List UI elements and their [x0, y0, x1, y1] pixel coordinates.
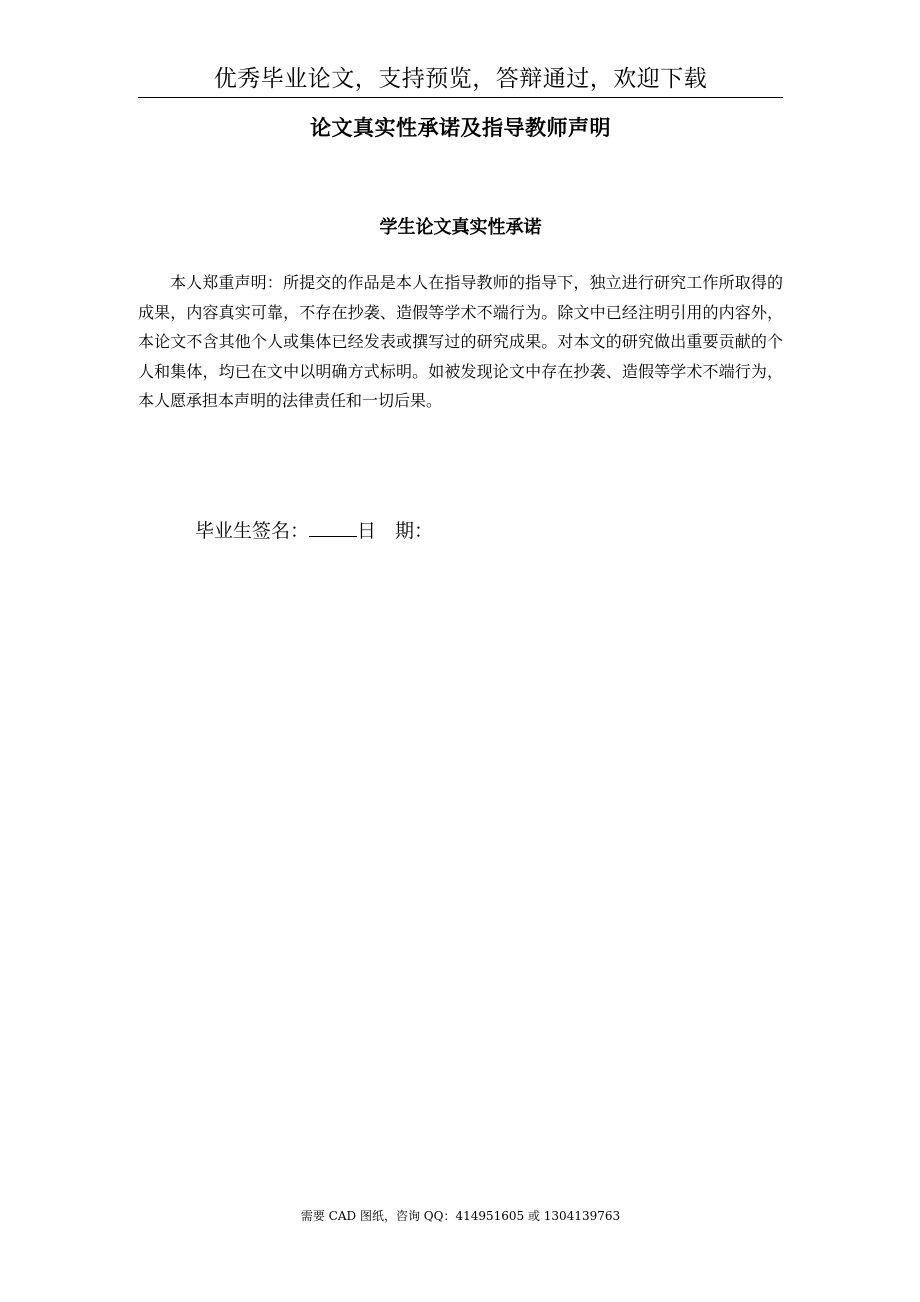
date-label: 日 期：	[357, 520, 434, 542]
document-title: 论文真实性承诺及指导教师声明	[310, 116, 611, 140]
signature-line	[195, 516, 433, 546]
footer-note: 需要 CAD 图纸，咨询 QQ：414951605 或 1304139763	[300, 1209, 621, 1223]
header-divider	[138, 97, 783, 98]
signature-label: 毕业生签名：	[195, 520, 310, 542]
header-banner: 优秀毕业论文，支持预览，答辩通过，欢迎下载	[213, 66, 708, 92]
section-title: 学生论文真实性承诺	[379, 217, 542, 238]
signature-blank	[309, 516, 357, 537]
pledge-paragraph: 本人郑重声明：所提交的作品是本人在指导教师的指导下，独立进行研究工作所取得的成果，内容真实可靠，不存在抄袭、造假等学术不端行为。除文中已经注明引用的内容外，本论文不含其他个人或集体已经发表或撰写过的研究成果。对本文的研究做出重要贡献的个人和集体，均已在文中以明确方式标明。如被发现论文中存在抄袭、造假等学术不端行为，本人愿承担本声明的法律责任和一切后果。	[138, 273, 783, 410]
